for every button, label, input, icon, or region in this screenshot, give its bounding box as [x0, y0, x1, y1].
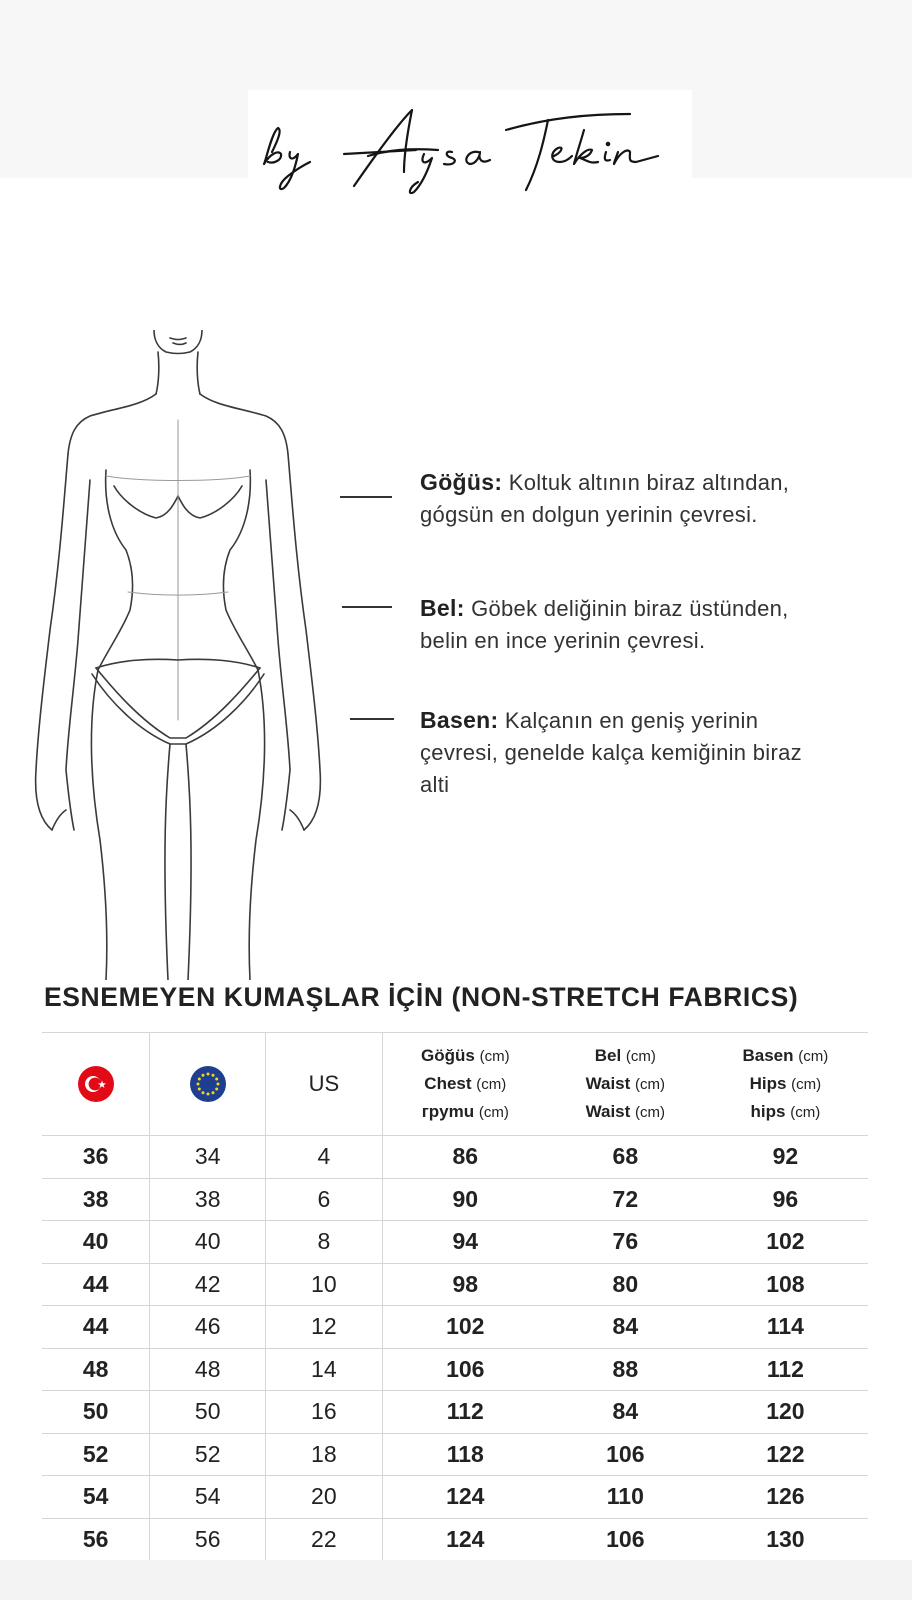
chest-description — [420, 466, 789, 531]
waist-cell: 106 — [606, 1525, 645, 1552]
header-waist-unit-1: (cm) — [625, 1048, 656, 1065]
table-row — [42, 1518, 868, 1560]
hips-cell: 114 — [703, 1306, 868, 1349]
hips-text-line-3: alti — [420, 772, 450, 797]
chest-term: Göğüs: — [420, 469, 503, 495]
chest-cell: 94 — [382, 1221, 548, 1264]
hips-cell: 126 — [703, 1476, 868, 1519]
us-size-cell: 8 — [266, 1221, 383, 1264]
waist-text-line-1: Göbek deliğinin biraz üstünden, — [471, 596, 789, 621]
header-hips-unit-3: (cm) — [790, 1104, 821, 1121]
table-row — [42, 1306, 868, 1349]
waist-term: Bel: — [420, 595, 465, 621]
waist-cell: 88 — [548, 1348, 703, 1391]
header-waist-unit-3: (cm) — [635, 1104, 666, 1121]
table-row — [42, 1476, 868, 1519]
tr-size-cell: 50 — [42, 1391, 150, 1434]
chest-cell: 118 — [382, 1433, 548, 1476]
hips-cell: 92 — [703, 1136, 868, 1179]
tr-size-cell: 56 — [42, 1518, 150, 1560]
size-table-body — [42, 1136, 868, 1561]
chest-cell: 112 — [382, 1391, 548, 1434]
chest-cell: 102 — [382, 1306, 548, 1349]
eu-size-cell: 42 — [150, 1263, 266, 1306]
tr-size-cell: 44 — [42, 1263, 150, 1306]
footer-band — [0, 1560, 912, 1600]
header-chest-label-3: гpymu — [421, 1102, 475, 1121]
tr-size-cell: 36 — [42, 1136, 150, 1179]
signature-logo-graphic — [248, 90, 692, 210]
section-title: ESNEMEYEN KUMAŞLAR İÇİN (NON-STRETCH FABRICS) — [44, 982, 799, 1012]
brand-logo — [248, 90, 692, 210]
tr-size-cell: 44 — [42, 1306, 150, 1349]
hips-term: Basen: — [420, 707, 499, 733]
eu-size-cell: 34 — [150, 1136, 266, 1179]
waist-cell: 110 — [548, 1476, 703, 1519]
us-size-cell: 6 — [266, 1178, 383, 1221]
eu-size-cell: 46 — [150, 1306, 266, 1349]
header-chest-unit-1: (cm) — [479, 1048, 510, 1065]
eu-size-cell: 38 — [150, 1178, 266, 1221]
header-hips-unit-1: (cm) — [798, 1048, 829, 1065]
us-size-cell: 10 — [266, 1263, 383, 1306]
waist-cell: 76 — [548, 1221, 703, 1264]
hips-text-line-1: Kalçanın en geniş yerinin — [504, 708, 759, 733]
chest-cell: 106 — [382, 1348, 548, 1391]
header-waist-label-2: Waist — [585, 1074, 631, 1093]
hips-cell: 130 — [766, 1525, 805, 1552]
us-size-cell: 18 — [266, 1433, 383, 1476]
size-table-header — [42, 1033, 868, 1136]
us-size-cell: 22 — [266, 1518, 383, 1560]
tr-size-cell: 40 — [42, 1221, 150, 1264]
header-waist — [548, 1033, 703, 1136]
table-row — [42, 1178, 868, 1221]
header-chest-unit-3: (cm) — [478, 1104, 509, 1121]
header-tr-size — [42, 1033, 150, 1136]
waist-cell: 84 — [548, 1391, 703, 1434]
header-chest-label-2: Chest — [424, 1074, 472, 1093]
table-row — [42, 1263, 868, 1306]
header-hips-label-2: Hips — [749, 1074, 787, 1093]
eu-size-cell: 54 — [150, 1476, 266, 1519]
chest-cell: 86 — [382, 1136, 548, 1179]
header-hips-unit-2: (cm) — [791, 1076, 822, 1093]
chest-cell: 124 — [382, 1476, 548, 1519]
hips-cell: 122 — [703, 1433, 868, 1476]
waist-description — [420, 592, 789, 657]
eu-size-cell: 48 — [150, 1348, 266, 1391]
hips-cell: 112 — [703, 1348, 868, 1391]
header-hips-label-1: Basen — [742, 1046, 794, 1065]
header-hips — [703, 1033, 868, 1136]
tr-size-cell: 38 — [42, 1178, 150, 1221]
chest-text-line-2: gógsün en dolgun yerinin çevresi. — [420, 502, 758, 527]
size-chart-table — [42, 1032, 868, 1560]
hips-cell: 96 — [703, 1178, 868, 1221]
waist-cell: 106 — [548, 1433, 703, 1476]
table-row — [42, 1391, 868, 1434]
hips-guide-line — [350, 718, 394, 720]
table-row — [42, 1433, 868, 1476]
tr-size-cell: 52 — [42, 1433, 150, 1476]
table-row — [42, 1348, 868, 1391]
waist-guide-line — [342, 606, 392, 608]
chest-text-line-1: Koltuk altının biraz altından, — [508, 470, 790, 495]
us-size-cell: 12 — [266, 1306, 383, 1349]
waist-cell: 80 — [548, 1263, 703, 1306]
header-chest — [382, 1033, 548, 1136]
eu-flag-icon — [189, 1065, 227, 1103]
hips-cell: 102 — [703, 1221, 868, 1264]
header-hips-label-3: hips — [750, 1102, 786, 1121]
header-waist-label-1: Bel — [594, 1046, 622, 1065]
header-waist-label-3: Waist — [585, 1102, 631, 1121]
us-size-cell: 16 — [266, 1391, 383, 1434]
table-row — [42, 1136, 868, 1179]
header-waist-unit-2: (cm) — [635, 1076, 666, 1093]
hips-description — [420, 704, 802, 801]
hips-cell: 108 — [703, 1263, 868, 1306]
body-measurement-figure — [30, 330, 340, 980]
hips-cell: 120 — [703, 1391, 868, 1434]
waist-text-line-2: belin en ince yerinin çevresi. — [420, 628, 706, 653]
waist-cell: 68 — [548, 1136, 703, 1179]
tr-size-cell: 54 — [42, 1476, 150, 1519]
waist-cell: 72 — [548, 1178, 703, 1221]
chest-cell: 98 — [382, 1263, 548, 1306]
chest-guide-line — [340, 496, 392, 498]
tr-size-cell: 48 — [42, 1348, 150, 1391]
us-size-cell: 14 — [266, 1348, 383, 1391]
header-chest-unit-2: (cm) — [476, 1076, 507, 1093]
us-size-cell: 4 — [266, 1136, 383, 1179]
table-row — [42, 1221, 868, 1264]
turkey-flag-icon — [77, 1065, 115, 1103]
waist-cell: 84 — [548, 1306, 703, 1349]
us-size-cell: 20 — [266, 1476, 383, 1519]
header-eu-size — [150, 1033, 266, 1136]
eu-size-cell: 50 — [150, 1391, 266, 1434]
eu-size-cell: 40 — [150, 1221, 266, 1264]
chest-cell: 90 — [382, 1178, 548, 1221]
header-chest-label-1: Göğüs — [421, 1046, 475, 1065]
eu-size-cell: 52 — [150, 1433, 266, 1476]
eu-size-cell: 56 — [150, 1518, 266, 1560]
header-us-size: US — [266, 1033, 383, 1136]
hips-text-line-2: çevresi, genelde kalça kemiğinin biraz — [420, 740, 802, 765]
chest-cell: 124 — [446, 1525, 485, 1552]
